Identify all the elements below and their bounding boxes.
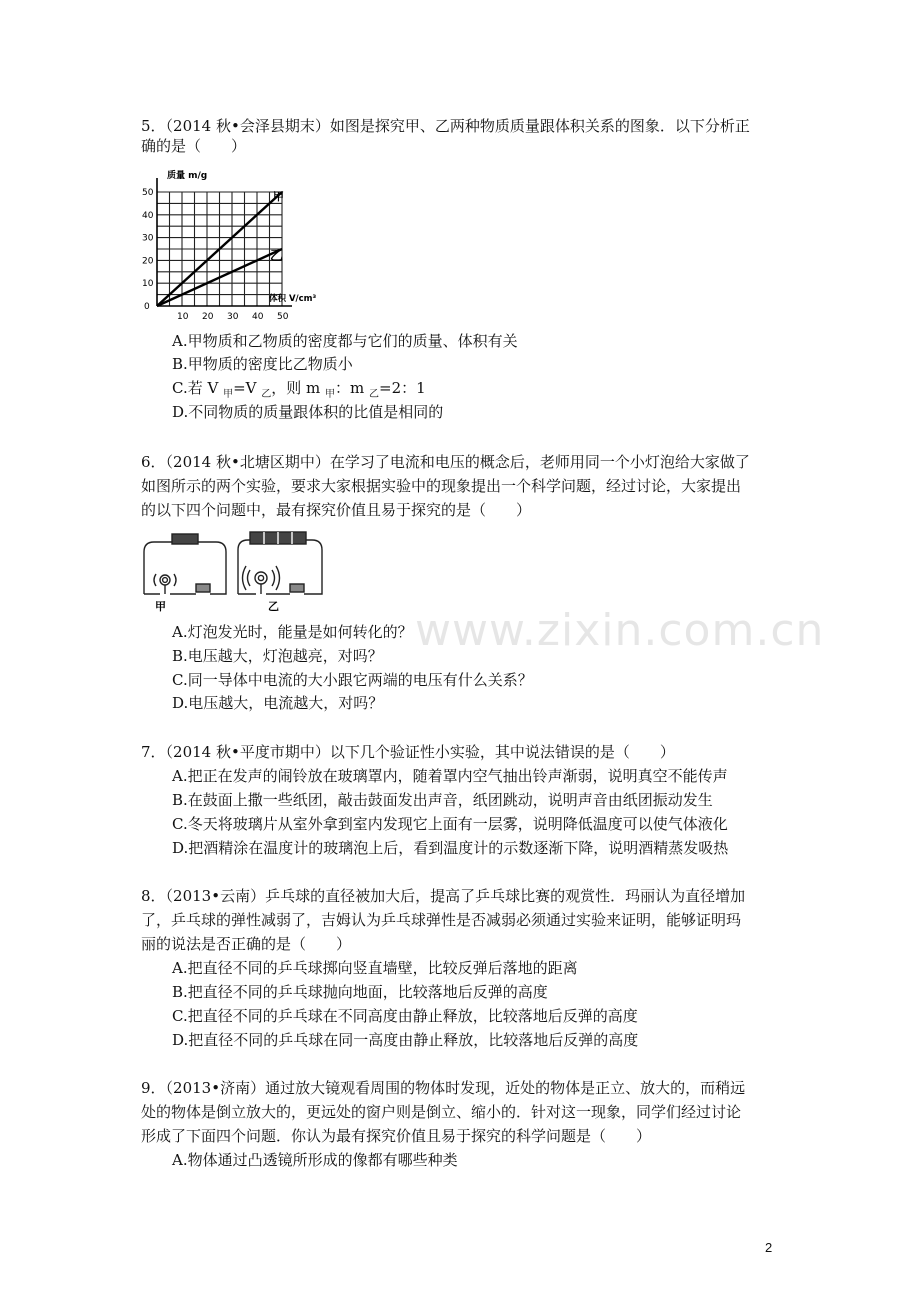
y-tick-label: 10 <box>142 279 154 290</box>
q9-stem-line1: 9．（2013•济南）通过放大镜观看周围的物体时发现，近处的物体是正立、放大的，而稍远 <box>141 1079 746 1097</box>
x-tick-label: 50 <box>277 312 289 322</box>
q7-option-c: C.冬天将玻璃片从室外拿到室内发现它上面有一层雾，说明降低温度可以使气体液化 <box>172 815 728 833</box>
x-tick-label: 10 <box>177 312 189 322</box>
q7-stem-line1: 7．（2014 秋•平度市期中）以下几个验证性小实验，其中说法错误的是（ ） <box>141 743 675 761</box>
q7-option-d: D.把酒精涂在温度计的玻璃泡上后，看到温度计的示数逐渐下降，说明酒精蒸发吸热 <box>172 839 729 857</box>
q8-option-d: D.把直径不同的乒乓球在同一高度由静止释放，比较落地后反弹的高度 <box>172 1031 639 1049</box>
figure-label-jia: 甲 <box>155 600 166 613</box>
q8-option-c: C.把直径不同的乒乓球在不同高度由静止释放，比较落地后反弹的高度 <box>172 1007 638 1025</box>
q9-stem-line3: 形成了下面四个问题．你认为最有探究价值且易于探究的科学问题是（ ） <box>141 1127 652 1145</box>
y-tick-label: 50 <box>142 188 154 198</box>
q9-stem-line2: 处的物体是倒立放大的，更远处的窗户则是倒立、缩小的．针对这一现象，同学们经过讨论 <box>141 1103 742 1121</box>
q8-stem-line3: 丽的说法是否正确的是（ ） <box>141 935 352 953</box>
series-label-yi: 乙 <box>270 249 284 264</box>
circuit-figure <box>138 528 330 614</box>
q7-option-b: B.在鼓面上撒一些纸团，敲击鼓面发出声音，纸团跳动，说明声音由纸团振动发生 <box>172 791 713 809</box>
q8-stem-line2: 了，乒乓球的弹性减弱了，吉姆认为乒乓球弹性是否减弱必须通过实验来证明，能够证明玛 <box>141 911 742 929</box>
x-tick-label: 30 <box>227 312 239 322</box>
y-tick-label: 30 <box>142 233 154 244</box>
q9-option-a: A.物体通过凸透镜所形成的像都有哪些种类 <box>172 1151 458 1169</box>
y-tick-label: 20 <box>142 256 154 267</box>
chart-ylabel: 质量 m/g <box>167 171 208 181</box>
q6-option-a: A.灯泡发光时，能量是如何转化的？ <box>172 623 413 641</box>
q8-stem-line1: 8．（2013•云南）乒乓球的直径被加大后，提高了乒乓球比赛的观赏性．玛丽认为直径增加 <box>141 887 746 905</box>
q6-stem-line3: 的以下四个问题中，最有探究价值且易于探究的是（ ） <box>141 501 532 519</box>
y-tick-label: 40 <box>142 210 154 221</box>
q6-stem-line2: 如图所示的两个实验，要求大家根据实验中的现象提出一个科学问题，经过讨论，大家提出 <box>141 477 742 495</box>
q5-option-a: A.甲物质和乙物质的密度都与它们的质量、体积有关 <box>172 332 518 350</box>
q7-option-a: A.把正在发声的闹铃放在玻璃罩内，随着罩内空气抽出铃声渐弱，说明真空不能传声 <box>172 767 728 785</box>
chart-xlabel: 体积 V/cm³ <box>269 294 317 304</box>
x-tick-label: 40 <box>252 312 264 322</box>
q5-option-d: D.不同物质的质量跟体积的比值是相同的 <box>172 403 444 421</box>
q5-stem-line2: 确的是（ ） <box>141 137 247 155</box>
figure-label-yi: 乙 <box>268 600 279 613</box>
series-label-jia: 甲 <box>273 190 284 203</box>
q5-stem-line1: 5．（2014 秋•会泽县期末）如图是探究甲、乙两种物质质量跟体积关系的图象．以下分析正 <box>141 117 750 135</box>
watermark: www.zixin.com.cn <box>415 605 825 656</box>
origin-label: 0 <box>144 302 150 312</box>
q5-option-b: B.甲物质的密度比乙物质小 <box>172 355 353 373</box>
q6-option-c: C.同一导体中电流的大小跟它两端的电压有什么关系？ <box>172 671 533 689</box>
q8-option-a: A.把直径不同的乒乓球掷向竖直墙壁，比较反弹后落地的距离 <box>172 959 578 977</box>
page-number: 2 <box>765 1240 773 1255</box>
q5-option-c: C.若 V $_甲$=V $_乙$，则 m $_甲$：m $_乙$=2：1 <box>172 379 426 400</box>
q6-stem-line1: 6．（2014 秋•北塘区期中）在学习了电流和电压的概念后，老师用同一个小灯泡给大家做了 <box>141 453 750 471</box>
q6-option-d: D.电压越大，电流越大，对吗？ <box>172 694 384 712</box>
q8-option-b: B.把直径不同的乒乓球抛向地面，比较落地后反弹的高度 <box>172 983 548 1001</box>
q6-option-b: B.电压越大，灯泡越亮，对吗？ <box>172 647 383 665</box>
mass-volume-chart <box>141 166 341 322</box>
x-tick-label: 20 <box>202 312 214 322</box>
